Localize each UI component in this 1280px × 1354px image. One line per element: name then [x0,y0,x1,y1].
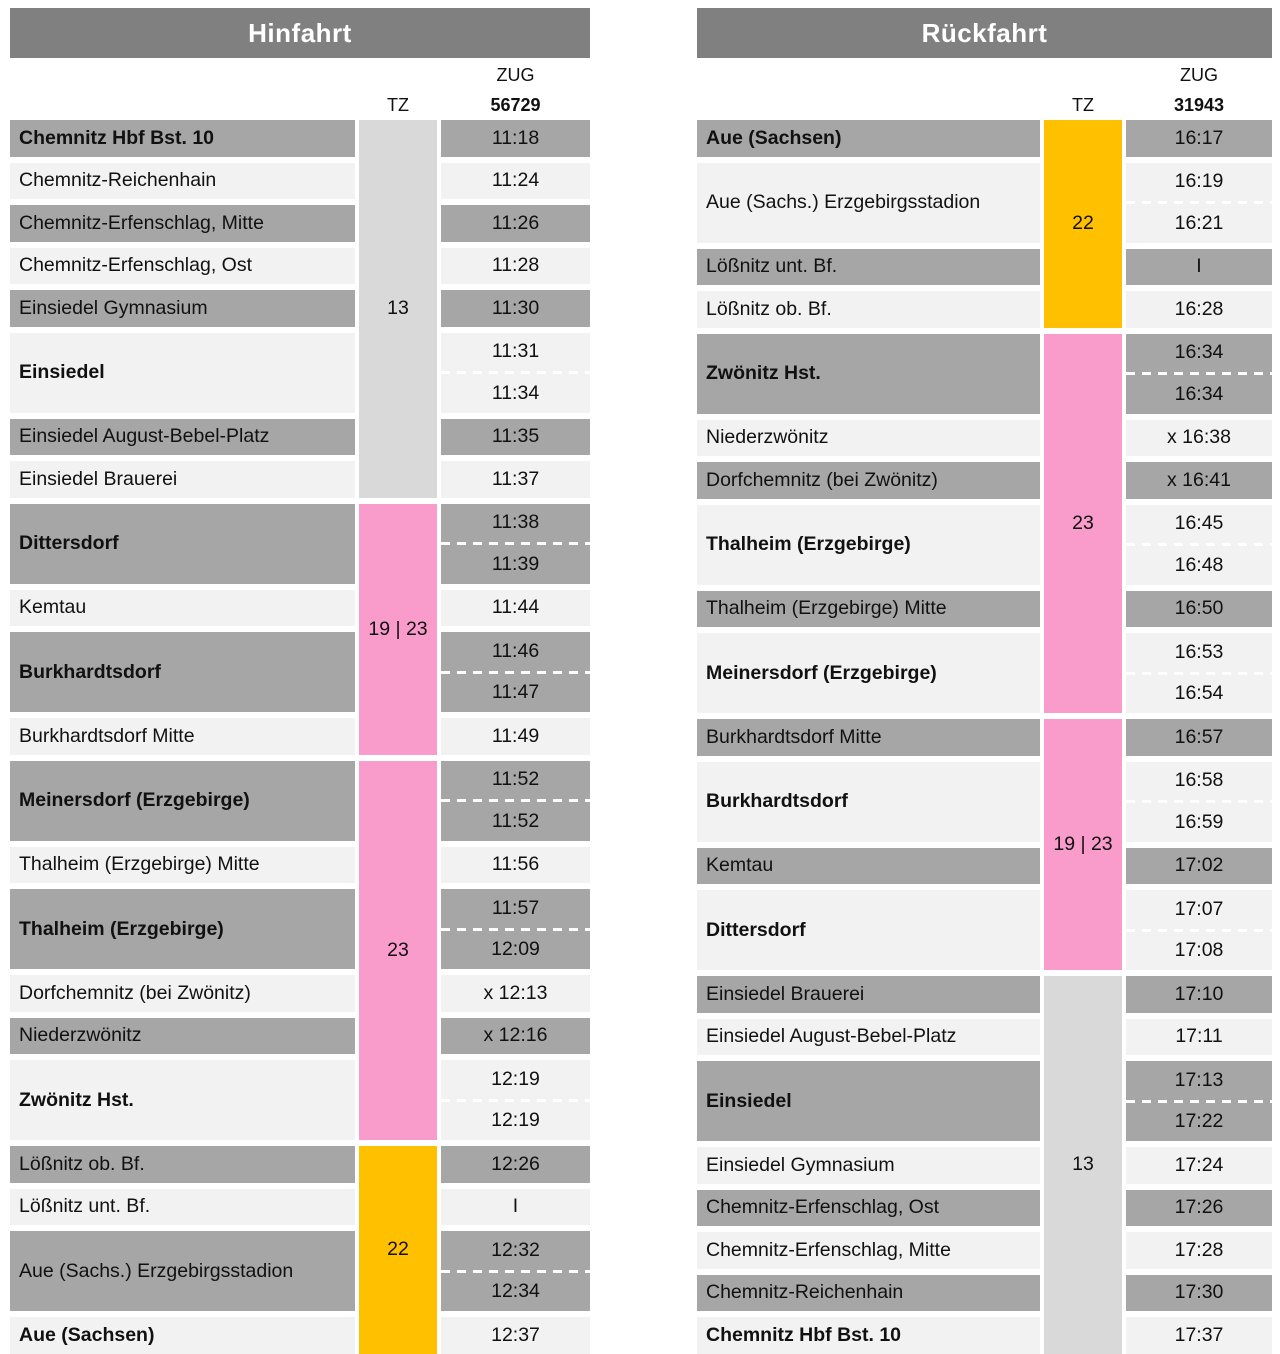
time-value: 16:58 [1174,769,1224,792]
station-cell: Einsiedel Gymnasium [697,1147,1040,1184]
table-title: Hinfahrt [10,8,590,58]
time-value: 11:57 [491,896,540,919]
time-value: 11:24 [491,169,540,192]
station-cell: Aue (Sachsen) [10,1317,355,1354]
time-cell [1126,1019,1272,1056]
station-cell: Einsiedel [697,1061,1040,1141]
station-cell: Thalheim (Erzgebirge) [697,505,1040,585]
time-cell [1126,762,1272,842]
time-value: 17:28 [1174,1238,1224,1261]
station-cell: Thalheim (Erzgebirge) Mitte [697,591,1040,628]
tz-zone: 13 [1044,976,1122,1354]
train-number: 31943 [1173,94,1225,115]
time-value: 17:02 [1174,854,1224,877]
time-value: 11:37 [491,467,540,490]
time-value: 17:10 [1174,982,1224,1005]
station-cell: Meinersdorf (Erzgebirge) [697,633,1040,713]
time-value: I [512,1195,519,1218]
tz-zone: 19 | 23 [359,504,437,755]
time-value: 17:08 [1174,939,1224,962]
tz-zone: 23 [1044,334,1122,714]
time-cell [1126,163,1272,243]
station-cell: Chemnitz-Reichenhain [10,163,355,200]
station-cell: Chemnitz-Erfenschlag, Mitte [10,205,355,242]
time-cell [441,1317,590,1354]
time-value: 11:47 [491,681,540,704]
station-cell: Thalheim (Erzgebirge) [10,889,355,969]
time-value: x 16:41 [1167,468,1231,491]
time-cell [441,1231,590,1311]
station-cell: Chemnitz Hbf Bst. 10 [10,120,355,157]
timetable-rueckfahrt [697,8,1272,1354]
time-cell [441,761,590,841]
table-title: Rückfahrt [697,8,1272,58]
time-value: 11:38 [491,511,540,534]
tz-zone: 19 | 23 [1044,719,1122,970]
station-cell: Chemnitz-Erfenschlag, Ost [697,1190,1040,1227]
tz-zone: 13 [359,120,437,498]
station-cell: Burkhardtsdorf [10,632,355,712]
station-cell: Einsiedel August-Bebel-Platz [10,419,355,456]
time-value: 11:44 [491,596,540,619]
time-value: 17:37 [1174,1323,1224,1346]
time-cell [441,975,590,1012]
time-value: 11:28 [491,254,540,277]
timetable-grid [10,120,590,1354]
station-cell: Niederzwönitz [10,1018,355,1055]
time-cell [1126,334,1272,414]
time-cell [1126,890,1272,970]
time-cell [441,632,590,712]
time-value: 16:57 [1174,725,1224,748]
station-cell: Kemtau [697,848,1040,885]
time-value: 11:26 [491,211,540,234]
time-cell [1126,1317,1272,1354]
zug-column-label: ZUG [1180,64,1218,85]
station-cell: Einsiedel August-Bebel-Platz [697,1019,1040,1056]
station-cell: Lößnitz ob. Bf. [697,291,1040,328]
station-cell: Einsiedel Gymnasium [10,290,355,327]
station-cell: Einsiedel [10,333,355,413]
time-cell [441,205,590,242]
time-value: 16:19 [1174,170,1224,193]
time-value: 11:35 [491,425,540,448]
time-cell [1126,505,1272,585]
time-value: 16:45 [1174,512,1224,535]
time-value: 16:17 [1174,126,1224,149]
time-cell [441,333,590,413]
station-cell: Kemtau [10,590,355,627]
time-cell [1126,719,1272,756]
time-value: 11:52 [491,809,540,832]
time-value: 11:31 [491,340,540,363]
time-value: 17:24 [1174,1153,1224,1176]
station-cell: Lößnitz unt. Bf. [697,249,1040,286]
time-cell [1126,1275,1272,1312]
time-value: 12:37 [491,1323,540,1346]
time-value: 16:54 [1174,682,1224,705]
station-cell: Einsiedel Brauerei [697,976,1040,1013]
time-value: 16:59 [1174,810,1224,833]
station-cell: Dittersdorf [10,504,355,584]
timetable-hinfahrt [10,8,590,1354]
time-cell [441,1189,590,1226]
time-value: 17:30 [1174,1281,1224,1304]
time-value: 16:34 [1174,341,1224,364]
time-value: x 12:16 [483,1024,548,1047]
time-cell [441,1060,590,1140]
tz-zone: 23 [359,761,437,1141]
time-value: 11:30 [491,296,540,319]
time-value: 16:34 [1174,382,1224,405]
station-cell: Aue (Sachs.) Erzgebirgsstadion [10,1231,355,1311]
time-cell [1126,591,1272,628]
time-value: 12:19 [491,1109,540,1132]
time-cell [1126,1190,1272,1227]
station-cell: Zwönitz Hst. [10,1060,355,1140]
time-value: I [1196,255,1202,278]
time-value: 17:26 [1174,1196,1224,1219]
time-cell [441,889,590,969]
time-cell [1126,1061,1272,1141]
time-cell [441,504,590,584]
time-cell [441,419,590,456]
station-cell: Lößnitz unt. Bf. [10,1189,355,1226]
time-cell [1126,633,1272,713]
train-number: 56729 [490,94,541,115]
time-cell [1126,420,1272,457]
station-cell: Dittersdorf [697,890,1040,970]
station-cell: Meinersdorf (Erzgebirge) [10,761,355,841]
time-value: 16:48 [1174,553,1224,576]
time-cell [1126,848,1272,885]
column-header [10,58,590,120]
tz-zone: 22 [359,1146,437,1354]
time-value: 12:09 [491,938,540,961]
time-cell [441,290,590,327]
time-value: 11:52 [491,768,540,791]
time-cell [441,461,590,498]
time-value: 12:19 [491,1067,540,1090]
station-cell: Chemnitz-Reichenhain [697,1275,1040,1312]
station-cell: Thalheim (Erzgebirge) Mitte [10,847,355,884]
time-value: 11:56 [491,853,540,876]
time-value: 16:21 [1174,211,1224,234]
time-value: 12:26 [491,1152,540,1175]
time-value: 17:13 [1174,1068,1224,1091]
station-cell: Chemnitz Hbf Bst. 10 [697,1317,1040,1354]
time-value: 12:34 [491,1280,540,1303]
time-cell [1126,291,1272,328]
station-cell: Dorfchemnitz (bei Zwönitz) [10,975,355,1012]
time-cell [441,590,590,627]
time-value: 11:39 [491,552,540,575]
time-cell [441,847,590,884]
time-cell [441,163,590,200]
time-value: x 12:13 [483,981,548,1004]
time-value: 11:46 [491,639,540,662]
tz-zone: 22 [1044,120,1122,328]
time-value: 11:49 [491,724,540,747]
station-cell: Aue (Sachs.) Erzgebirgsstadion [697,163,1040,243]
time-cell [441,1018,590,1055]
time-cell [441,718,590,755]
time-cell [1126,249,1272,286]
time-cell [1126,462,1272,499]
station-cell: Burkhardtsdorf Mitte [697,719,1040,756]
time-value: 11:18 [491,126,540,149]
time-cell [441,1146,590,1183]
column-header [697,58,1272,120]
time-value: 17:07 [1174,897,1224,920]
time-cell [1126,976,1272,1013]
station-cell: Burkhardtsdorf [697,762,1040,842]
time-cell [1126,1232,1272,1269]
time-value: x 16:38 [1167,426,1231,449]
station-cell: Zwönitz Hst. [697,334,1040,414]
time-cell [441,248,590,285]
zug-column-label: ZUG [496,64,535,85]
time-value: 16:53 [1174,640,1224,663]
station-cell: Niederzwönitz [697,420,1040,457]
station-cell: Chemnitz-Erfenschlag, Mitte [697,1232,1040,1269]
station-cell: Einsiedel Brauerei [10,461,355,498]
time-cell [441,120,590,157]
time-value: 17:11 [1175,1025,1223,1048]
station-cell: Burkhardtsdorf Mitte [10,718,355,755]
time-cell [1126,120,1272,157]
tz-column-label: TZ [387,94,409,115]
time-value: 16:28 [1174,297,1224,320]
station-cell: Dorfchemnitz (bei Zwönitz) [697,462,1040,499]
time-value: 12:32 [491,1238,540,1261]
time-value: 17:22 [1174,1110,1224,1133]
time-value: 11:34 [491,381,540,404]
tz-column-label: TZ [1072,94,1094,115]
time-cell [1126,1147,1272,1184]
station-cell: Lößnitz ob. Bf. [10,1146,355,1183]
time-value: 16:50 [1174,597,1224,620]
station-cell: Aue (Sachsen) [697,120,1040,157]
station-cell: Chemnitz-Erfenschlag, Ost [10,248,355,285]
timetable-grid [697,120,1272,1354]
